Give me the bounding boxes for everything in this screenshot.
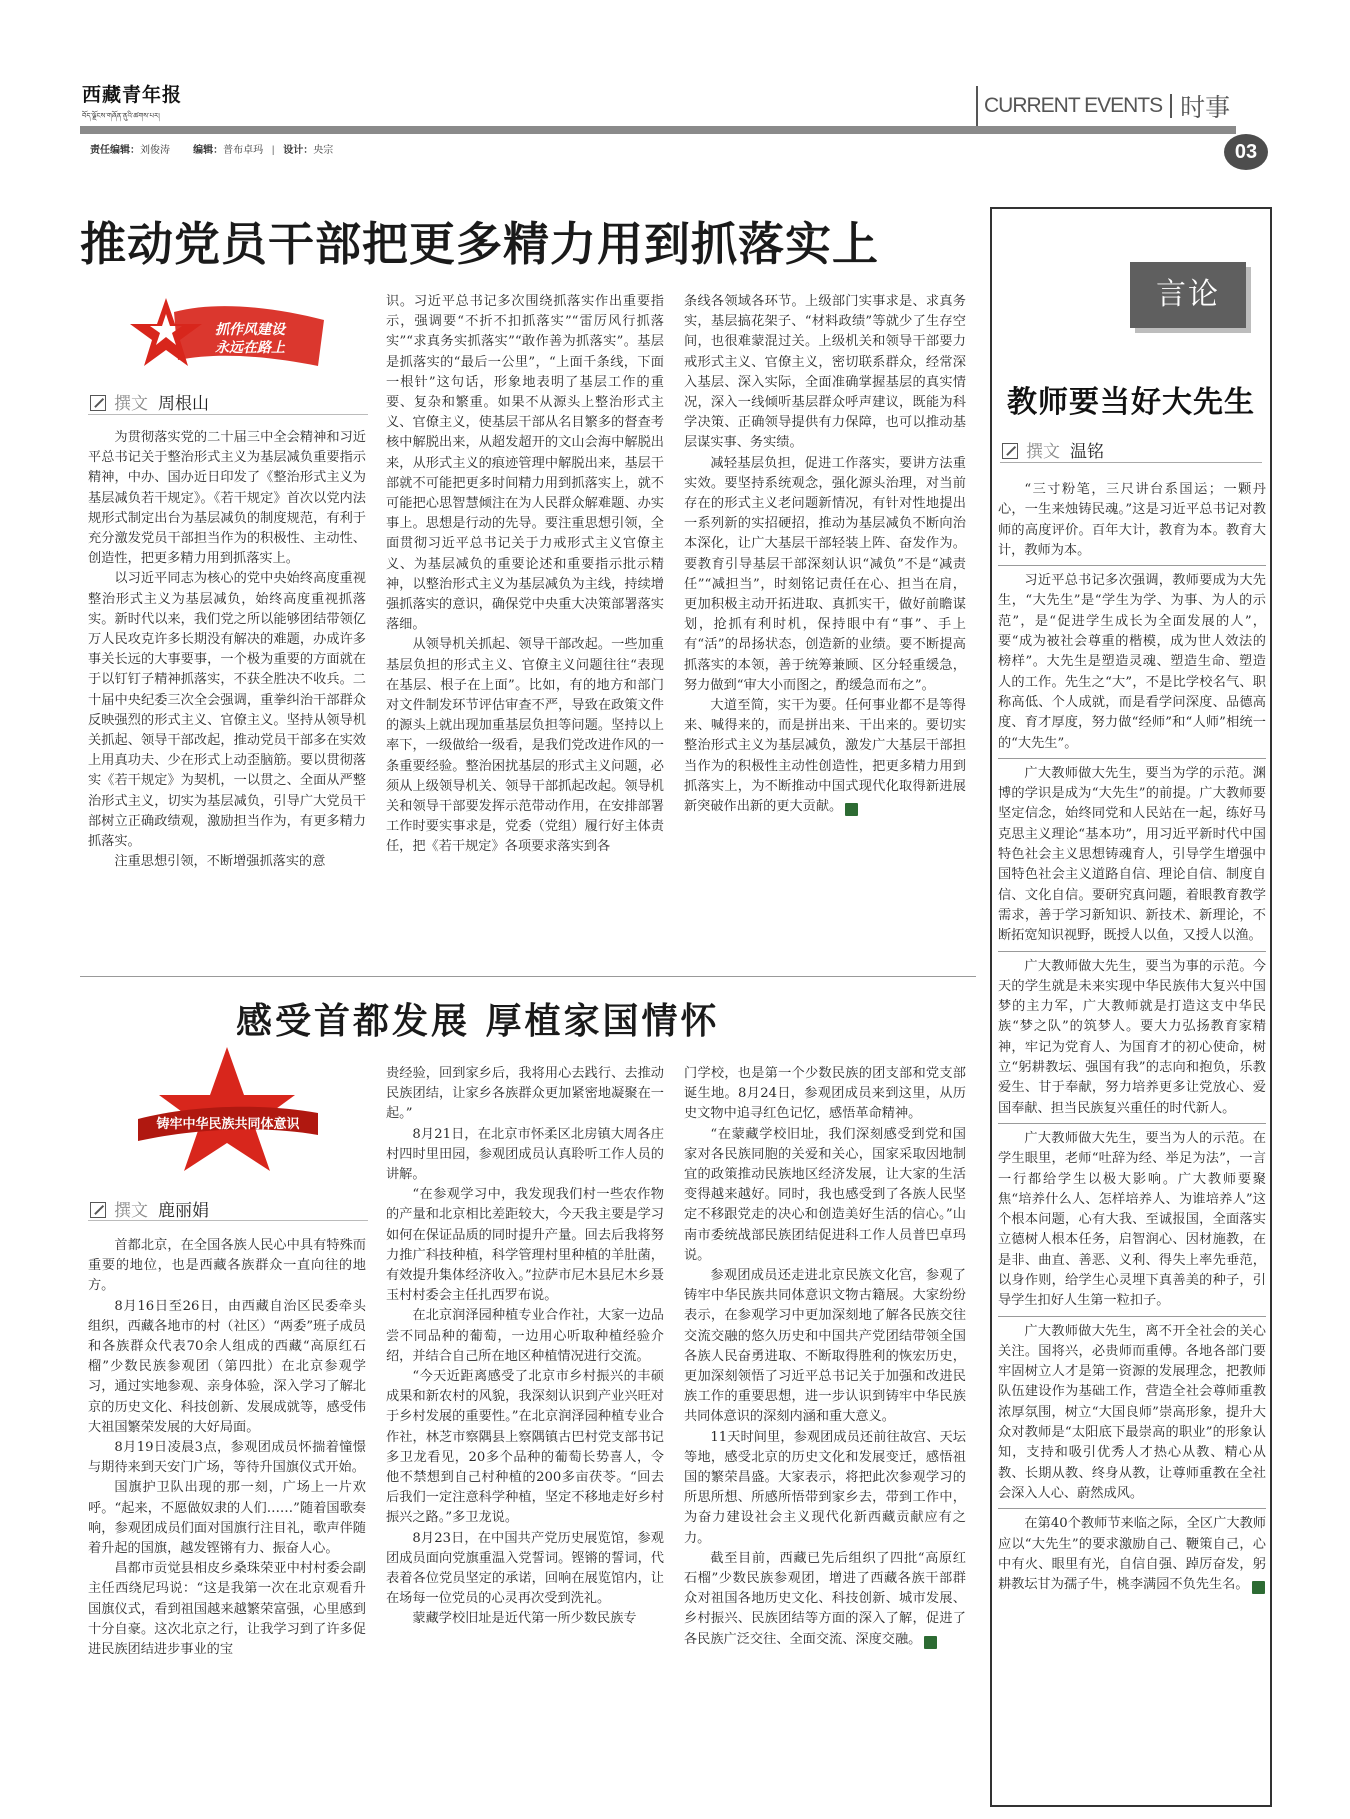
paragraph: [684, 1549, 966, 1650]
credits-value-1: 刘俊涛: [140, 145, 170, 156]
paragraph: 8月19日凌晨3点，参观团成员怀揣着憧憬与期待来到天安门广场，等待升国旗仪式开始。: [88, 1440, 366, 1476]
byline-name: 周根山: [158, 394, 209, 413]
credits-line: 责任编辑：刘俊涛 编辑：普布卓玛 | 设计：央宗: [90, 145, 334, 156]
article1-column-3: [684, 292, 966, 968]
paragraph: 8月23日，在中国共产党历史展览馆，参观团成员面向党旗重温入党誓词。铿锵的誓词，代表着各位党员坚定的承诺，回响在展览馆内，让在场每一位党员的心灵再次受到洗礼。: [386, 1530, 664, 1607]
paragraph-text: 大道至简，实干为要。任何事业都不是等得来、喊得来的，而是拼出来、干出来的。要切实整治形式主义为基层减负，激发广大基层干部担当作为的积极性主动性创造性，把更多精力用到抓落实上，为不断推动中国式现代化取得新进展新突破作出新的更大贡献。: [684, 698, 966, 815]
article1-headline: 推动党员干部把更多精力用到抓落实上: [80, 217, 879, 271]
paragraph: 首都北京，在全国各族人民心中具有特殊而重要的地位，也是西藏各族群众一直向往的地方。: [88, 1238, 366, 1294]
section-tag: [976, 86, 1230, 126]
credits-label-3: 设计：: [283, 145, 314, 156]
paragraph: 8月16日至26日，由西藏自治区民委牵头组织，西藏各地市的村（社区）“两委”班子成员和各族群众代表70余人组成的西藏“高原红石榴”少数民族参观团（第四批）在北京参观学习，通过实地参观、亲身体验，深入学习了解北京的历史文化、科技创新、发展成就等，感受伟大祖国繁荣发展的大好局面。: [88, 1298, 366, 1435]
paragraph: “在蒙藏学校旧址，我们深刻感受到党和国家对各民族同胞的关爱和关心，国家采取因地制宜的政策推动民族地区经济发展，让大家的生活变得越来越好。同时，我也感受到了各族人民坚定不移跟党走的决心和创造美好生活的信心。”山南市委统战部民族团结促进科工作人员普巴卓玛说。: [684, 1126, 966, 1263]
article1-byline-rule: [88, 414, 368, 415]
masthead-name: 西藏青年报: [82, 84, 183, 106]
pen-icon: [1002, 443, 1018, 459]
paragraph: 广大教师做大先生，要当为事的示范。今天的学生就是未来实现中华民族伟大复兴中国梦的主力军，广大教师就是打造这支中华民族“梦之队”的筑梦人。要大力弘扬教育家精神，牢记为党育人、为国育才的初心使命，树立“躬耕教坛、强国有我”的志向和抱负，乐教爱生、甘于奉献，努力培养更多让党放心、爱国奉献、担当民族复兴重任的时代新人。: [998, 957, 1266, 1124]
credits-label-1: 责任编辑：: [90, 145, 140, 156]
article2-column-3: [684, 1064, 966, 1811]
article2-byline: [90, 1196, 209, 1221]
paragraph: 广大教师做大先生，要当为学的示范。渊博的学识是成为“大先生”的前提。广大教师要坚定信念，始终同党和人民站在一起，练好马克思主义理论“基本功”，用习近平新时代中国特色社会主义思想铸魂育人，引导学生增强中国特色社会主义道路自信、理论自信、制度自信、文化自信。要研究真问题，着眼教育教学需求，善于学习新知识、新技术、新理论，不断拓宽知识视野，既授人以鱼，又授人以渔。: [998, 764, 1266, 952]
sidebar-byline: [1002, 437, 1104, 462]
pen-icon: [90, 395, 106, 411]
sidebar-body: [998, 480, 1287, 1604]
section-tag-en: CURRENT EVENTS: [978, 94, 1172, 118]
paragraph: 在北京润泽园种植专业合作社，大家一边品尝不同品种的葡萄，一边用心听取种植经验介绍，并结合自己所在地区种植情况进行交流。: [386, 1308, 664, 1364]
credits-value-3: 央宗: [313, 145, 334, 156]
header-rule: [80, 126, 1236, 134]
paragraph: 参观团成员还走进北京民族文化宫，参观了铸牢中华民族共同体意识文物古籍展。大家纷纷表示，在参观学习中更加深刻地了解各民族交往交流交融的悠久历史和中国共产党团结带领全国各族人民奋勇进取、不断取得胜利的恢宏历史，更加深刻领悟了习近平总书记关于加强和改进民族工作的重要思想，进一步认识到铸牢中华民族共同体意识的深刻内涵和重大意义。: [684, 1268, 966, 1425]
paragraph: “在参观学习中，我发现我们村一些农作物的产量和北京相比差距较大，今天我主要是学习如何在保证品质的同时提升产量。回去后我将努力推广科技种植，科学管理村里种植的羊肚菌，有效提升集体经济收入。”拉萨市尼木县尼木乡聂玉村村委会主任扎西罗布说。: [386, 1187, 664, 1304]
sidebar-byline-rule: [1000, 462, 1262, 463]
paragraph: 贵经验，回到家乡后，我将用心去践行、去推动民族团结，让家乡各族群众更加紧密地凝聚在一起。”: [386, 1066, 664, 1122]
paragraph: 注重思想引领，不断增强抓落实的意: [114, 854, 326, 870]
byline-role: 撰文: [114, 394, 148, 413]
paragraph: 减轻基层负担，促进工作落实，要讲方法重实效。要坚持系统观念，强化源头治理，对当前存在的形式主义老问题新情况，有针对性地提出一系列新的实招硬招，推动为基层减负不断向治本深化，让广大基层干部轻装上阵、奋发作为。要教育引导基层干部深刻认识“减负”不是“减责任”“减担当”，时刻铭记责任在心、担当在肩，更加积极主动开拓进取、真抓实干，做好前瞻谋划，抢抓有利时机，保持眼中有“事”、手上有“活”的昂扬状态，创造新的业绩。要不断提高抓落实的本领，善于统筹兼顾、区分轻重缓急，努力做到“审大小而图之，酌缓急而布之”。: [684, 455, 966, 693]
paragraph: 门学校，也是第一个少数民族的团支部和党支部诞生地。8月24日，参观团成员来到这里，从历史文物中追寻红色记忆，感悟革命精神。: [684, 1066, 966, 1122]
paragraph: 从领导机关抓起、领导干部改起。一些加重基层负担的形式主义、官僚主义问题往往“表现在基层、根子在上面”。比如，有的地方和部门对文件制发环节评估审查不严，导致在政策文件的源头上就出现加重基层负担等问题。坚持以上率下，一级做给一级看，是我们党改进作风的一条重要经验。整治困扰基层的形式主义问题，必须从上级领导机关、领导干部抓起改起。领导机关和领导干部要发挥示范带动作用，在安排部署工作时要实事求是，党委（党组）履行好主体责任，把《若干规定》各项要求落实到各: [386, 637, 664, 855]
emblem1-text-2: 永远在路上: [215, 340, 285, 356]
byline-role: 撰文: [114, 1201, 148, 1220]
paragraph: 昌都市贡觉县相皮乡桑珠荣亚中村村委会副主任西绕尼玛说：“这是我第一次在北京观看升国旗仪式，看到祖国越来越繁荣富强，心里感到十分自豪。这次北京之行，让我学习到了许多促进民族团结进步事业的宝: [88, 1561, 366, 1658]
paragraph: 条线各领域各环节。上级部门实事求是、求真务实，基层搞花架子、“材料政绩”等就少了生存空间，也很难蒙混过关。上级机关和领导干部要力戒形式主义、官僚主义，密切联系群众，经常深入基层、深入实际，全面准确掌握基层的真实情况，深入一线倾听基层群众呼声建议，既能为科学决策、正确领导提供有力保障，也可以推动基层谋实事、务实绩。: [684, 294, 966, 451]
article2-byline-rule: [88, 1220, 368, 1221]
masthead-logo: [82, 80, 192, 120]
credits-value-2: 普布卓玛: [223, 145, 264, 156]
section-tag-cn: 时事: [1180, 94, 1231, 122]
end-mark-icon: 青: [1252, 1581, 1265, 1594]
sidebar-title: 教师要当好大先生: [1007, 385, 1255, 420]
article1-column-1: [88, 428, 366, 968]
paragraph: 为贯彻落实党的二十届三中全会精神和习近平总书记关于整治形式主义为基层减负重要指示精神，中办、国办近日印发了《整治形式主义为基层减负若干规定》。《若干规定》首次以党内法规形式制定出台为基层减负的制度规范，有利于充分激发党员干部担当作为的积极性、主动性、创造性，把更多精力用到抓落实上。: [88, 430, 366, 567]
paragraph: “三寸粉笔，三尺讲台系国运；一颗丹心，一生来烛铸民魂。”这是习近平总书记对教师的高度评价。百年大计，教育为本。教育大计，教师为本。: [998, 480, 1266, 566]
page-number: 03: [1224, 134, 1268, 170]
paragraph: 广大教师做大先生，要当为人的示范。在学生眼里，老师“吐辞为经、举足为法”，一言一行都给学生以极大影响。广大教师要聚焦“培养什么人、怎样培养人、为谁培养人”这个根本问题，心有大我、至诚报国，全面落实立德树人根本任务，启智润心、因材施教，在是非、曲直、善恶、义利、得失上率先垂范，以身作则，给学生心灵埋下真善美的种子，引导学生扣好人生第一粒扣子。: [998, 1129, 1266, 1317]
end-mark-icon: 青: [845, 803, 858, 816]
paragraph-text: 截至目前，西藏已先后组织了四批“高原红石榴”少数民族参观团，增进了西藏各族干部群众对祖国各地历史文化、科技创新、城市发展、乡村振兴、民族团结等方面的深入了解，促进了各民族广泛交往、全面交流、深度交融。: [684, 1550, 966, 1647]
paragraph: 以习近平同志为核心的党中央始终高度重视整治形式主义为基层减负，始终高度重视抓落实。新时代以来，我们党之所以能够团结带领亿万人民攻克许多长期没有解决的难题，办成许多事关长远的大事要事，一个极为重要的方面就在于以钉钉子精神抓落实，不获全胜决不收兵。二十届中央纪委三次全会强调，重拳纠治干部群众反映强烈的形式主义、官僚主义。坚持从领导机关抓起、领导干部改起，推动党员干部多在实效上用真功夫、少在形式上动歪脑筋。要以贯彻落实《若干规定》为契机，一以贯之、全面从严整治形式主义，切实为基层减负，引导广大党员干部树立正确政绩观，激励担当作为，有更多精力抓落实。: [88, 571, 366, 850]
byline-name: 鹿丽娟: [158, 1201, 209, 1220]
article2-column-2: [386, 1064, 664, 1811]
byline-role: 撰文: [1026, 442, 1060, 461]
pen-icon: [90, 1202, 106, 1218]
paragraph: “今天近距离感受了北京市乡村振兴的丰硕成果和新农村的风貌，我深刻认识到产业兴旺对于乡村发展的重要性。”在北京润泽园种植专业合作社，林芝市察隅县上察隅镇古巴村党支部书记多卫龙看见，20多个品种的葡萄长势喜人，令他不禁想到自己村种植的200多亩茯苓。“回去后我们一定注意科学种植，坚定不移地走好乡村振兴之路。”多卫龙说。: [386, 1369, 664, 1526]
sidebar-label: 言论: [1130, 262, 1246, 328]
paragraph: 蒙藏学校旧址是近代第一所少数民族专: [412, 1611, 637, 1627]
article1-emblem: [128, 290, 328, 380]
end-mark-icon: 青: [924, 1636, 937, 1649]
article2-emblem: [132, 1043, 322, 1173]
paragraph: 8月21日，在北京市怀柔区北房镇大周各庄村四时里田园，参观团成员认真聆听工作人员的讲解。: [386, 1126, 664, 1183]
byline-name: 温铭: [1070, 442, 1104, 461]
article1-column-2: [386, 292, 664, 968]
paragraph: 11天时间里，参观团成员还前往故宫、天坛等地，感受北京的历史文化和发展变迁，感悟祖国的繁荣昌盛。大家表示，将把此次参观学习的所思所想、所感所悟带到家乡去，带到工作中，为奋力建设社会主义现代化新西藏贡献应有之力。: [684, 1429, 966, 1546]
article2-headline: 感受首都发展 厚植家国情怀: [236, 1001, 720, 1042]
article1-byline: [90, 389, 209, 414]
paragraph: 习近平总书记多次强调，教师要成为大先生，“大先生”是“学生为学、为事、为人的示范”，是“促进学生成长为全面发展的人”，要“成为被社会尊重的楷模，成为世人效法的榜样”。大先生是塑造灵魂、塑造生命、塑造人的工作。先生之“大”，不是比学校名气、职称高低、个人成就，而是看学问深度、品德高度、育才厚度，努力做“经师”和“人师”相统一的“大先生”。: [998, 571, 1266, 759]
emblem2-text: 铸牢中华民族共同体意识: [156, 1117, 300, 1132]
paragraph: 识。习近平总书记多次围绕抓落实作出重要指示，强调要“不折不扣抓落实”“雷厉风行抓落实”“求真务实抓落实”“敢作善为抓落实”。基层是抓落实的“最后一公里”，“上面千条线，下面一根针”这句话，形象地表明了基层工作的重要、复杂和繁重。如果不从源头上整治形式主义、官僚主义，使基层干部从名目繁多的督查考核中解脱出来，从超发超开的文山会海中解脱出来，从形式主义的痕迹管理中解脱出来，基层干部就不可能把更多时间精力用到抓落实上，就不可能把心思智慧倾注在为人民群众解难题、办实事上。思想是行动的先导。要注重思想引领，全面贯彻习近平总书记关于力戒形式主义官僚主义、为基层减负的重要论述和重要指示批示精神，以整治形式主义为基层减负为主线，持续增强抓落实的意识，确保党中央重大决策部署落实落细。: [386, 294, 664, 633]
paragraph: 广大教师做大先生，离不开全社会的关心关注。国将兴，必贵师而重傅。各地各部门要牢固树立人才是第一资源的发展理念，把教师队伍建设作为基础工作，营造全社会尊师重教浓厚氛围，树立“大国良师”崇高形象，提升大众对教师是“太阳底下最崇高的职业”的形象认知，支持和吸引优秀人才热心从教、精心从教、长期从教、终身从教，让尊师重教在全社会深入人心、蔚然成风。: [998, 1322, 1266, 1510]
paragraph: [684, 696, 966, 817]
masthead-tibetan: བོད་ལྗོངས་གཞོན་ནུའི་ཚགས་པར།: [82, 112, 160, 120]
paragraph: [998, 1514, 1287, 1599]
article-separator: [80, 976, 976, 977]
credits-label-2: 编辑：: [193, 145, 224, 156]
paragraph-text: 在第40个教师节来临之际，全区广大教师应以“大先生”的要求激励自己、鞭策自己，心中有火、眼里有光，自信自强、踔厉奋发，躬耕教坛甘为孺子牛，桃李满园不负先生名。: [998, 1516, 1266, 1593]
emblem1-text-1: 抓作风建设: [215, 322, 285, 338]
article2-column-1: [88, 1236, 366, 1811]
paragraph: 国旗护卫队出现的那一刻，广场上一片欢呼。“起来，不愿做奴隶的人们……”随着国歌奏响，参观团成员们面对国旗行注目礼，歌声伴随着升起的国旗，越发铿锵有力、振奋人心。: [88, 1480, 366, 1557]
